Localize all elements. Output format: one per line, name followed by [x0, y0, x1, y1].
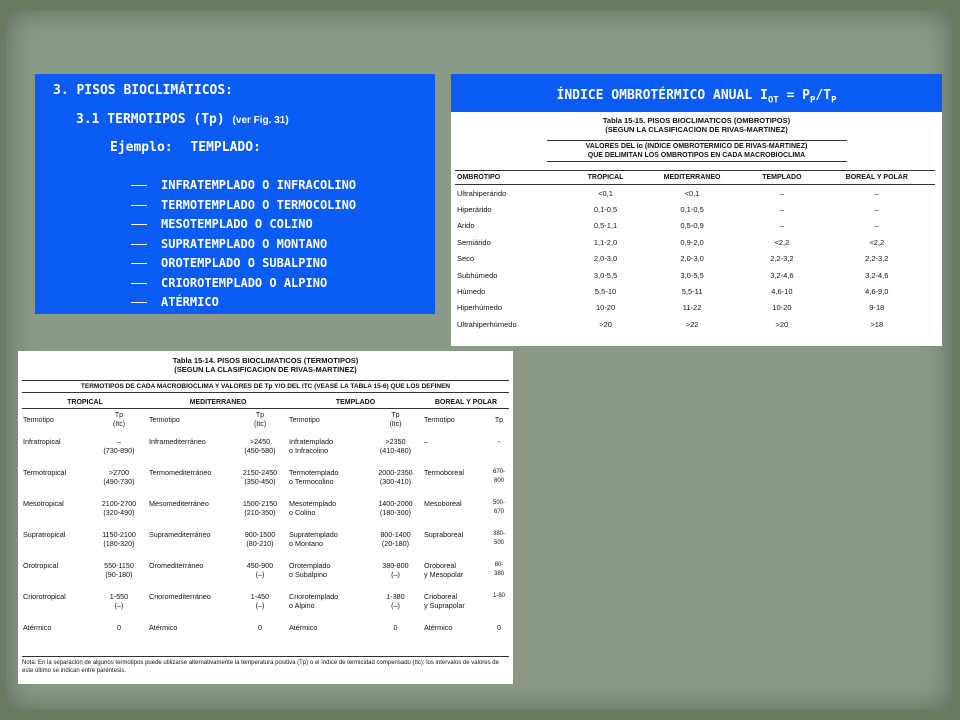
cell-value: Supraboreal — [424, 530, 464, 539]
subsection-title: 3.1 TERMOTIPOS (Tp) — [76, 112, 225, 127]
dash-bullet — [131, 263, 147, 264]
group-header: MEDITERRANEO — [189, 399, 247, 406]
column-header — [423, 409, 489, 431]
table-cell: 0,5-1,1 — [593, 221, 618, 231]
table-cell — [288, 466, 368, 497]
table-cell: Mesomediterráneo — [149, 499, 209, 508]
table-cell: Hiperárido — [457, 205, 492, 215]
table-cell: 500-670 — [492, 500, 505, 515]
list-item-label: SUPRATEMPLADO O MONTANO — [161, 236, 328, 251]
table-cell: Hiperhúmedo — [457, 303, 503, 313]
cell-value: (–) — [255, 570, 265, 579]
table-cell: >20 — [599, 319, 612, 329]
table-cell: 3,2-4,6 — [770, 270, 794, 280]
table-cell — [288, 528, 368, 559]
termotipo-list — [131, 176, 356, 313]
table-cell — [368, 528, 423, 559]
column-header — [288, 409, 368, 431]
cell-value: (20-180) — [381, 539, 410, 548]
table-subtitle: TERMOTIPOS DE CADA MACROBIOCLIMA Y VALORES DE Tp Y/O DEL ITC (VEASE LA TABLA 15-6) QUE LOS DEFINEN — [22, 380, 509, 393]
example-value: TEMPLADO: — [190, 140, 261, 155]
column-header — [148, 409, 232, 431]
table-cell — [423, 528, 489, 559]
list-item-label: OROTEMPLADO O SUBALPINO — [161, 256, 328, 270]
cell-value: 1-380 — [386, 592, 405, 601]
table-cell — [90, 466, 148, 497]
table-row — [22, 559, 509, 590]
table-cell: Atérmico — [289, 623, 318, 632]
list-item-label: TERMOTEMPLADO O TERMOCOLINO — [161, 197, 357, 212]
cell-value: 1150-2100 — [102, 530, 136, 539]
cell-value: (–) — [255, 601, 265, 610]
table-cell: <2,2 — [869, 237, 885, 247]
column-header: BOREAL Y POLAR — [819, 171, 935, 185]
cell-value: (350-450) — [244, 477, 276, 486]
table-cell: 2,2-3,2 — [770, 254, 794, 264]
column-header — [368, 409, 423, 431]
table-cell: Ultrahiperárido — [457, 188, 507, 198]
table-cell — [232, 528, 288, 559]
header-text: Tp — [391, 412, 400, 419]
table-footnote: Nota: En la separación de algunos termotipos puede utilizarse alternativamente la temperatura positiva (Tp) o el índice de termicidad compensado (Itc); los intervalos de valores de este último se indican entre paréntesis. — [22, 656, 509, 675]
dash-bullet — [131, 302, 147, 303]
column-header: TEMPLADO — [745, 171, 818, 185]
table-cell: 2,2-3,2 — [865, 254, 889, 264]
table-cell: 0 — [393, 623, 398, 632]
cell-value: Supratemplado — [289, 530, 338, 539]
cell-value: Mesoboreal — [424, 499, 462, 508]
group-header: TROPICAL — [67, 399, 103, 406]
table-cell — [232, 431, 288, 466]
list-item — [131, 215, 356, 235]
cell-value: Termotemplado — [289, 468, 339, 477]
table-cell: Crioromediterráneo — [149, 592, 211, 601]
cell-value: (730-890) — [103, 446, 135, 455]
table-cell: Atérmico — [149, 623, 178, 632]
index-subscript: OT — [767, 95, 779, 106]
cell-value: 1400-2000 — [378, 499, 413, 508]
table-row — [455, 251, 935, 267]
table-cell: 10-20 — [772, 303, 792, 313]
table-cell: Semiárido — [457, 237, 491, 247]
table-cell: 0,1-0,5 — [680, 205, 704, 215]
cell-value: 1-450 — [250, 592, 270, 601]
table-cell: 380-500 — [492, 531, 505, 546]
table-subtitle — [547, 140, 847, 162]
table-cell — [423, 590, 489, 621]
table-row — [455, 218, 935, 234]
figure-reference: (ver Fig. 31) — [232, 115, 289, 126]
table-caption — [18, 356, 513, 374]
table-cell: Infratropical — [23, 437, 61, 446]
cell-value: (300-410) — [379, 477, 412, 486]
table-header-row — [455, 171, 935, 185]
cell-value: – — [117, 437, 121, 446]
table-row — [455, 316, 935, 332]
group-header: BOREAL Y POLAR — [434, 399, 498, 406]
table-cell: Subhúmedo — [457, 270, 498, 280]
caption-line: Tabla 15-14. PISOS BIOCLIMATICOS (TERMOTIPOS) — [172, 356, 359, 365]
cell-value: 900-1500 — [244, 530, 276, 539]
cell-value: (490-730) — [103, 477, 135, 486]
table-cell: 670-800 — [492, 469, 505, 484]
table-caption — [451, 116, 942, 134]
list-item — [131, 274, 356, 294]
cell-value: (80-210) — [246, 539, 274, 548]
table-cell: 0 — [117, 623, 121, 632]
list-item-label: MESOTEMPLADO O COLINO — [161, 217, 313, 231]
table-cell: 0 — [497, 623, 501, 632]
list-item — [131, 235, 356, 255]
cell-value: (180-300) — [379, 508, 412, 517]
table-cell: 0,5-0,9 — [680, 221, 704, 231]
table-cell — [423, 559, 489, 590]
table-cell: 0 — [258, 623, 262, 632]
table-cell — [368, 590, 423, 621]
dash-bullet — [131, 205, 147, 206]
table-cell — [232, 466, 288, 497]
cell-value: (–) — [114, 601, 124, 610]
cell-value: Orotemplado — [289, 561, 331, 570]
table-cell — [423, 431, 489, 466]
header-text: (Itc) — [253, 421, 267, 428]
table-row — [22, 466, 509, 497]
table-cell: – — [779, 205, 784, 215]
termotipos-text-box — [35, 74, 435, 314]
table-cell: >18 — [870, 319, 884, 329]
table-row — [22, 621, 509, 652]
header-text: Tp — [255, 412, 265, 419]
table-cell: Termomediterráneo — [149, 468, 212, 477]
table-cell: 1-80 — [492, 593, 505, 599]
table-cell: Orotropical — [23, 561, 59, 570]
cell-value: Oroboreal — [424, 561, 456, 570]
table-cell — [368, 466, 423, 497]
ombrothermic-index-heading — [451, 74, 942, 112]
caption-line: (SEGUN LA CLASIFICACION DE RIVAS-MARTINEZ) — [174, 365, 357, 374]
column-header — [489, 409, 509, 431]
table-row — [455, 267, 935, 283]
index-subscript: P — [831, 95, 837, 106]
list-item — [131, 293, 356, 313]
cell-value: 2150-2450 — [242, 468, 278, 477]
subtitle-line: QUE DELIMITAN LOS OMBROTIPOS EN CADA MACROBIOCLIMA — [587, 152, 806, 159]
cell-value: >2700 — [108, 468, 130, 477]
header-text: Termotipo — [424, 416, 455, 424]
cell-value: (450-580) — [244, 446, 276, 455]
dash-bullet — [131, 224, 147, 225]
table-row — [22, 528, 509, 559]
table-cell — [90, 528, 148, 559]
table-cell — [90, 497, 148, 528]
cell-value: 2100-2700 — [101, 499, 137, 508]
ombrotipos-table-image — [451, 112, 942, 346]
example-label: Ejemplo: — [110, 140, 173, 155]
cell-value: 450-900 — [246, 561, 274, 570]
table-cell — [288, 590, 368, 621]
dash-bullet — [131, 244, 147, 245]
table-cell: Ultrahiperhúmedo — [457, 319, 517, 329]
table-cell: Húmedo — [457, 287, 486, 297]
table-cell: - — [497, 437, 501, 446]
column-header: TROPICAL — [572, 171, 639, 185]
table-cell: 2,0-3,0 — [593, 254, 618, 264]
column-header: MEDITERRANEO — [639, 171, 745, 185]
cell-value: Infratemplado — [289, 437, 333, 446]
section-heading: 3. PISOS BIOCLIMÁTICOS: — [53, 83, 234, 98]
table-row — [22, 431, 509, 466]
macrobioclima-group-headers — [22, 397, 509, 409]
dash-bullet — [131, 185, 147, 186]
table-cell — [90, 590, 148, 621]
table-cell: >20 — [775, 319, 789, 329]
index-heading-text: ÍNDICE OMBROTÉRMICO ANUAL I — [556, 88, 768, 103]
table-cell: 0,9-2,0 — [680, 237, 704, 247]
table-cell — [232, 559, 288, 590]
cell-value: (210-350) — [244, 508, 276, 517]
cell-value: 800-1400 — [380, 530, 411, 539]
cell-value: (–) — [391, 601, 400, 610]
cell-value: y Suprapolar — [424, 601, 465, 610]
cell-value: o Alpino — [289, 601, 315, 610]
example-line — [110, 140, 261, 155]
table-row — [455, 201, 935, 217]
table-cell: <0,1 — [598, 188, 613, 198]
subtitle-line: VALORES DEL Io (INDICE OMBROTERMICO DE RIVAS-MARTINEZ) — [585, 143, 808, 150]
table-cell: 0,1-0,5 — [593, 205, 618, 215]
table-cell: 10-20 — [595, 303, 616, 313]
table-row — [455, 185, 935, 202]
cell-value: Mesotemplado — [289, 499, 337, 508]
index-subscript: P — [809, 95, 816, 106]
table-cell: – — [874, 221, 879, 231]
column-header — [232, 409, 288, 431]
cell-value: (410-480) — [379, 446, 412, 455]
table-cell — [90, 431, 148, 466]
table-cell: Supratropical — [23, 530, 66, 539]
table-cell — [423, 497, 489, 528]
cell-value: (320-490) — [103, 508, 135, 517]
cell-value: o Colino — [289, 508, 316, 517]
table-cell — [288, 497, 368, 528]
table-cell — [368, 497, 423, 528]
table-cell — [232, 590, 288, 621]
cell-value: 1500-2150 — [242, 499, 278, 508]
table-cell: 3,0-5,5 — [680, 270, 704, 280]
cell-value: o Subalpino — [289, 570, 327, 579]
table-cell: Atérmico — [23, 623, 52, 632]
table-row — [455, 300, 935, 316]
table-cell: 3,0-5,5 — [593, 270, 618, 280]
table-cell: 11-22 — [682, 303, 702, 313]
table-cell: 1,1-2,0 — [593, 237, 618, 247]
cell-value: (90-180) — [105, 570, 133, 579]
header-text: Termotipo — [289, 416, 320, 424]
header-text: Tp — [114, 412, 124, 419]
table-header-row — [22, 409, 509, 431]
table-cell: 4,6-10 — [771, 287, 793, 297]
table-row — [455, 234, 935, 250]
ombrotipos-table — [455, 170, 935, 333]
caption-line: (SEGUN LA CLASIFICACION DE RIVAS-MARTINEZ) — [605, 125, 788, 134]
cell-value: o Termocolino — [289, 477, 334, 486]
table-cell: – — [874, 205, 879, 215]
table-cell — [423, 466, 489, 497]
table-cell: Criorotropical — [23, 592, 66, 601]
termotipos-table — [22, 409, 509, 652]
table-cell — [368, 559, 423, 590]
table-row — [22, 497, 509, 528]
cell-value: >2350 — [385, 437, 406, 446]
cell-value: 550-1150 — [104, 561, 134, 570]
table-cell — [368, 431, 423, 466]
header-text: Termotipo — [23, 416, 54, 424]
list-item-label: INFRATEMPLADO O INFRACOLINO — [161, 178, 357, 192]
table-cell: >22 — [685, 319, 699, 329]
table-cell: – — [779, 221, 784, 231]
column-header — [22, 409, 90, 431]
header-text: (Itc) — [112, 421, 126, 428]
cell-value: o Infracolino — [289, 446, 329, 455]
list-item-label: ATÉRMICO — [161, 295, 219, 309]
list-item — [131, 176, 356, 196]
index-divisor: /T — [815, 88, 832, 103]
cell-value: o Montano — [289, 539, 323, 548]
cell-value: – — [424, 437, 428, 446]
table-row — [22, 590, 509, 621]
cell-value: Criorotemplado — [289, 592, 339, 601]
cell-value: 380-800 — [382, 561, 409, 570]
table-cell: <0,1 — [684, 188, 700, 198]
cell-value: >2450 — [249, 437, 271, 446]
table-cell: 5,5-11 — [681, 287, 703, 297]
table-cell — [90, 559, 148, 590]
table-cell: 5,5-10 — [594, 287, 617, 297]
termotipos-table-image — [18, 351, 513, 684]
table-cell: 3,2-4,6 — [865, 270, 889, 280]
header-text: (Itc) — [389, 421, 402, 428]
group-header: TEMPLADO — [335, 399, 376, 406]
table-cell: 80-380 — [493, 562, 504, 577]
table-cell: Oromediterráneo — [149, 561, 204, 570]
table-cell: Atérmico — [424, 623, 453, 632]
table-cell: Arido — [457, 221, 475, 231]
table-cell: Supramediterráneo — [149, 530, 211, 539]
cell-value: Termoboreal — [424, 468, 464, 477]
table-cell: 4,6-9,0 — [865, 287, 889, 297]
cell-value: Crioboreal — [424, 592, 458, 601]
dash-bullet — [131, 283, 147, 284]
table-cell: Inframediterráneo — [149, 437, 206, 446]
cell-value: 2000-2350 — [378, 468, 413, 477]
table-cell: <2,2 — [774, 237, 790, 247]
caption-line: Tabla 15-15. PISOS BIOCLIMATICOS (OMBROTIPOS) — [602, 116, 791, 125]
index-equals: = P — [778, 88, 810, 103]
list-item — [131, 196, 356, 216]
header-text: Tp — [494, 416, 504, 424]
table-cell: – — [779, 188, 784, 198]
table-cell — [288, 431, 368, 466]
table-cell: 9-18 — [869, 303, 885, 313]
cell-value: (–) — [391, 570, 400, 579]
list-item — [131, 254, 356, 274]
cell-value: (180-320) — [103, 539, 135, 548]
subsection-heading — [76, 112, 289, 127]
table-cell: Mesotropical — [23, 499, 64, 508]
table-row — [455, 283, 935, 299]
table-cell: Termotropical — [23, 468, 67, 477]
table-cell — [288, 559, 368, 590]
cell-value: y Mesopolar — [424, 570, 464, 579]
table-cell: Seco — [457, 254, 475, 264]
column-header: OMBROTIPO — [455, 171, 572, 185]
header-text: Termotipo — [149, 416, 180, 424]
list-item-label: CRIOROTEMPLADO O ALPINO — [161, 275, 328, 290]
column-header — [90, 409, 148, 431]
table-cell — [232, 497, 288, 528]
table-cell: – — [874, 188, 879, 198]
table-cell: 2,0-3,0 — [680, 254, 704, 264]
cell-value: 1-550 — [109, 592, 129, 601]
